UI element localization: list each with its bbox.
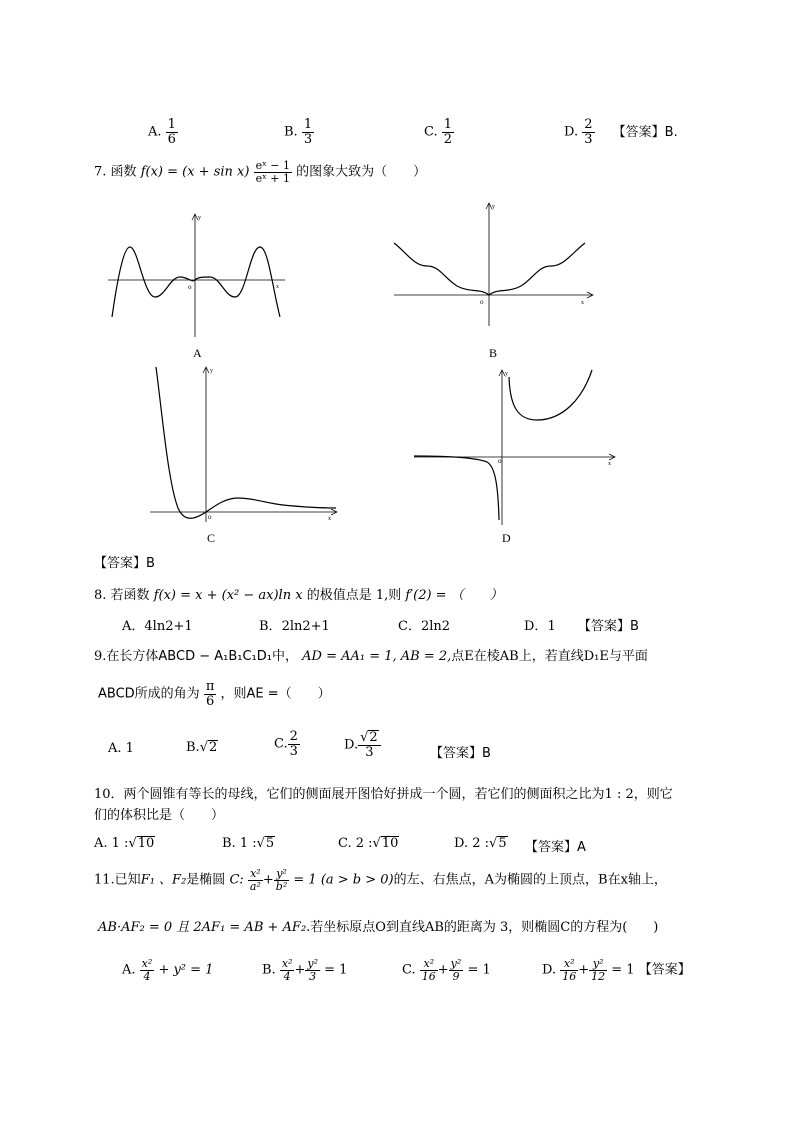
- q9-line2: ABCD所成的角为 $\frac{\pi}{6}$ ，则AE =（ ）: [98, 679, 331, 709]
- q7-answer: 【答案】B: [94, 556, 155, 571]
- q8-option-d: D．1: [524, 619, 556, 634]
- option-label: B.: [284, 124, 298, 140]
- q7-fraction: $\frac{\text{eˣ − 1}}{\text{eˣ + 1}}$: [255, 159, 290, 185]
- q6-option-a: [148, 118, 178, 146]
- fraction: $\frac{2}{3}$: [584, 117, 593, 147]
- graph-d: [412, 365, 622, 530]
- q11-option-d: D. $\frac{\text{x²}}{16}$ + $\frac{\text{y²}}{12}$ = 1 【答案】: [542, 957, 691, 983]
- curve-c: [156, 367, 336, 518]
- q10-answer: 【答案】A: [525, 840, 586, 855]
- curve-d-right: [509, 370, 592, 420]
- q10-line2: 们的体积比是（ ）: [94, 808, 225, 823]
- q8-option-a: A．4ln2+1: [122, 619, 193, 634]
- q9-option-a: A. 1: [108, 741, 134, 756]
- graph-b-label: B: [489, 346, 498, 360]
- graph-c-label: C: [207, 531, 216, 545]
- q7-function: f(x) = (x + sin x): [140, 164, 250, 180]
- axis-x-label: x: [581, 300, 584, 306]
- q9-option-c: C. $\frac{2}{3}$: [274, 729, 298, 759]
- q11-option-b: B. $\frac{\text{x²}}{4}$ + $\frac{\text{y²}}{3}$ = 1: [262, 957, 348, 983]
- origin-label: o: [480, 298, 484, 306]
- fraction: $\frac{1}{3}$: [303, 117, 313, 147]
- q6-option-b: [284, 118, 314, 146]
- q10-option-a: A. 1 :√10: [94, 836, 155, 851]
- curve-b: [394, 243, 585, 295]
- q8-suffix: 的极值点是 1,则: [306, 588, 402, 603]
- graph-a: [100, 205, 300, 345]
- option-label: C.: [424, 124, 438, 140]
- axis-y-label: y: [198, 215, 201, 221]
- origin-label: o: [208, 513, 212, 521]
- option-label: A.: [148, 124, 162, 140]
- axis-y-label: y: [505, 371, 508, 377]
- graph-b: [392, 198, 602, 328]
- q6-option-c: [424, 118, 454, 146]
- q9-option-b: B.√2: [186, 740, 218, 755]
- curve-d-left: [414, 456, 499, 520]
- option-label: D.: [564, 124, 579, 140]
- origin-label: o: [188, 283, 192, 291]
- q10-line1: 10．两个圆锥有等长的母线，它们的侧面展开图恰好拼成一个圆，若它们的侧面积之比为1 : 2，则它: [94, 787, 673, 802]
- q10-option-c: C. 2 :√10: [338, 836, 399, 851]
- q8-prefix: 8. 若函数: [94, 588, 150, 603]
- q9-option-d: D. $\frac{√2}{3}$: [344, 730, 381, 760]
- axis-x-label: x: [608, 461, 611, 467]
- fraction: $\frac{1}{2}$: [443, 117, 453, 147]
- q7-prefix: 7. 函数: [94, 164, 137, 180]
- answer: 【答案】B.: [612, 124, 678, 140]
- q9-line1: 9.在长方体ABCD − A₁B₁C₁D₁中， AD = AA₁ = 1, AB = 2,点E在棱AB上，若直线D₁E与平面: [94, 649, 648, 664]
- q11-line1: 11.已知F₁ 、F₂是椭圆 C: $\frac{\text{x²}}{\text{a²}}$ + $\frac{\text{y²}}{\text{b²}}$ = 1 (a > b > 0)的左、右焦点，A为椭圆的上顶点，B在x轴上，: [94, 867, 667, 893]
- q7-suffix: 的图象大致为（ ）: [296, 164, 427, 180]
- q11-answer: 【答案】: [638, 962, 691, 978]
- axis-x-label: x: [276, 284, 279, 290]
- graph-a-label: A: [193, 346, 202, 360]
- q8-option-b: B．2ln2+1: [259, 619, 330, 634]
- graph-d-label: D: [502, 531, 511, 545]
- q8-option-c: C．2ln2: [398, 619, 451, 634]
- graph-c: [148, 362, 348, 527]
- q8-derivative: f′(2) = （ ）: [405, 588, 503, 603]
- fraction: $\frac{1}{6}$: [167, 117, 176, 147]
- curve-a: [112, 247, 280, 317]
- q7-stem: [94, 160, 426, 184]
- q11-line2: AB·AF₂ = 0 且 2AF₁ = AB + AF₂.若坐标原点O到直线AB的距离为 3，则椭圆C的方程为( ): [98, 920, 659, 935]
- q8-stem: [94, 584, 503, 603]
- axis-y-label: y: [492, 204, 495, 210]
- q6-option-d: [564, 118, 678, 146]
- q10-option-d: D. 2 :√5: [454, 836, 507, 851]
- q8-function: f(x) = x + (x² − ax)ln x: [153, 588, 303, 603]
- axis-x-label: x: [328, 516, 331, 522]
- axis-y-label: y: [210, 368, 213, 374]
- q11-option-c: C. $\frac{\text{x²}}{16}$ + $\frac{\text{y²}}{9}$ = 1: [402, 957, 491, 983]
- origin-label: o: [498, 457, 502, 465]
- angle-fraction: $\frac{\pi}{6}$: [205, 679, 215, 709]
- q10-option-b: B. 1 :√5: [222, 836, 275, 851]
- q9-answer: 【答案】B: [430, 746, 491, 761]
- q11-option-a: A. $\frac{\text{x²}}{4}$ + y² = 1: [122, 957, 214, 983]
- q8-answer: 【答案】B: [578, 619, 639, 634]
